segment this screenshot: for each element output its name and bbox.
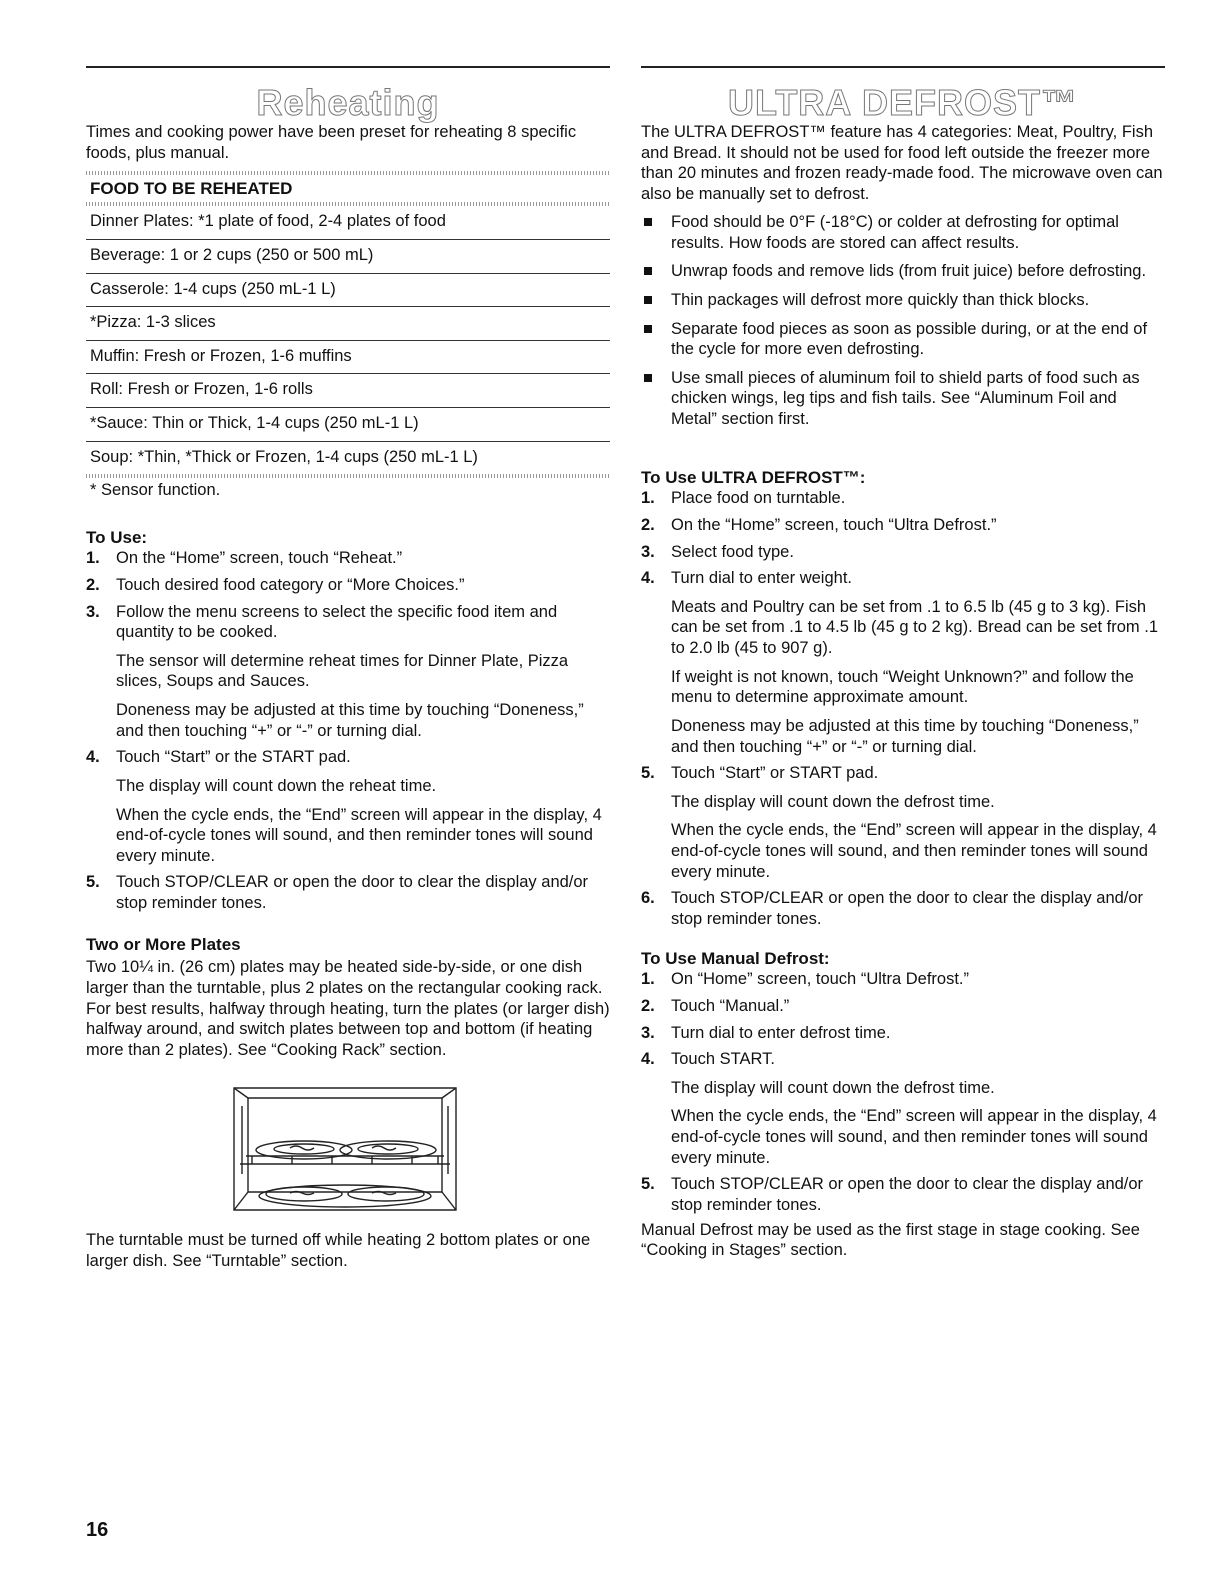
step-number: 6.	[641, 889, 655, 908]
tip-item: Separate food pieces as soon as possible during, or at the end of the cycle for more even defrosting.	[641, 319, 1165, 360]
table-row: Soup: *Thin, *Thick or Frozen, 1-4 cups (250 mL-1 L)	[90, 447, 478, 466]
step-text: Touch STOP/CLEAR or open the door to clear the display and/or stop reminder tones.	[671, 1175, 1144, 1214]
step-number: 1.	[641, 489, 655, 508]
left-top-rule	[86, 66, 610, 68]
step-text: Follow the menu screens to select the specific food item and quantity to be cooked.	[116, 602, 558, 642]
step-note: If weight is not known, touch “Weight Unknown?” and follow the menu to determine approximate amount.	[671, 667, 1134, 707]
step-note: Meats and Poultry can be set from .1 to 6.5 lb (45 g to 3 kg). Fish can be set from .1 to 4.5 lb (45 g to 2 kg). Bread can be set from .1 to 2.0 lb (45 to 907 g).	[671, 597, 1159, 657]
table-row: *Pizza: 1-3 slices	[86, 307, 610, 341]
table-row: *Sauce: Thin or Thick, 1-4 cups (250 mL-1 L)	[86, 408, 610, 442]
table-row: Roll: Fresh or Frozen, 1-6 rolls	[86, 374, 610, 408]
step-note: When the cycle ends, the “End” screen will appear in the display, 4 end-of-cycle tones will sound, and then reminder tones will sound every minute.	[116, 805, 602, 865]
step-item	[86, 602, 610, 742]
step-text: Touch “Manual.”	[671, 996, 790, 1015]
step-number: 4.	[641, 569, 655, 588]
step-text: Touch STOP/CLEAR or open the door to clear the display and/or stop reminder tones.	[116, 873, 589, 912]
step-item	[641, 1174, 1165, 1215]
step-text: On “Home” screen, touch “Ultra Defrost.”	[671, 970, 969, 989]
to-use-heading: To Use:	[86, 528, 148, 547]
step-text: Place food on turntable.	[671, 489, 846, 508]
step-text: Touch START.	[671, 1050, 775, 1069]
step-text: Touch “Start” or START pad.	[671, 764, 879, 783]
table-row: Beverage: 1 or 2 cups (250 or 500 mL)	[86, 240, 610, 274]
step-number: 2.	[641, 996, 655, 1015]
page-number: 16	[86, 1519, 109, 1541]
two-plates-heading: Two or More Plates	[86, 935, 241, 954]
step-text: Turn dial to enter weight.	[671, 569, 852, 588]
turntable-note: The turntable must be turned off while heating 2 bottom plates or one larger dish. See “Turntable” section.	[86, 1231, 591, 1270]
two-plates-section	[86, 934, 610, 1060]
reheat-food-table	[86, 171, 610, 503]
step-number: 3.	[641, 542, 655, 561]
step-note: The display will count down the defrost time.	[671, 1078, 995, 1097]
step-item	[86, 575, 610, 596]
step-note: When the cycle ends, the “End” screen will appear in the display, 4 end-of-cycle tones will sound, and then reminder tones will sound every minute.	[671, 821, 1157, 881]
step-item	[641, 542, 1165, 563]
step-item	[86, 872, 610, 913]
table-header: FOOD TO BE REHEATED	[90, 179, 293, 198]
to-use-manual-section	[641, 948, 1165, 1261]
step-item	[641, 1023, 1165, 1044]
step-text: Select food type.	[671, 542, 794, 561]
to-use-steps	[86, 548, 610, 913]
step-number: 3.	[641, 1023, 655, 1042]
step-note: Doneness may be adjusted at this time by touching “Doneness,” and then touching “+” or “-” or turning dial.	[116, 701, 584, 740]
to-use-ultra-steps	[641, 488, 1165, 929]
ultra-defrost-title: ULTRA DEFROST™	[728, 82, 1078, 123]
step-number: 4.	[86, 748, 100, 767]
step-item	[641, 763, 1165, 882]
step-item	[641, 996, 1165, 1017]
to-use-ultra-section	[641, 467, 1165, 936]
step-number: 1.	[641, 970, 655, 989]
step-item	[641, 515, 1165, 536]
step-number: 2.	[86, 575, 100, 594]
left-column	[86, 0, 610, 1573]
right-column	[641, 0, 1165, 1573]
step-item	[641, 568, 1165, 757]
tip-item: Food should be 0°F (-18°C) or colder at defrosting for optimal results. How foods are stored can affect results.	[641, 212, 1165, 253]
tip-item: Use small pieces of aluminum foil to shield parts of food such as chicken wings, leg tips and fish tails. See “Aluminum Foil and Metal” section first.	[641, 368, 1165, 430]
step-number: 5.	[641, 1175, 655, 1194]
step-text: Turn dial to enter defrost time.	[671, 1023, 891, 1042]
table-row: Dinner Plates: *1 plate of food, 2-4 plates of food	[86, 206, 610, 240]
step-text: On the “Home” screen, touch “Reheat.”	[116, 549, 403, 568]
reheating-title: Reheating	[256, 82, 440, 123]
reheat-to-use-section	[86, 527, 610, 920]
step-item	[641, 888, 1165, 929]
to-use-ultra-heading: To Use ULTRA DEFROST™:	[641, 468, 866, 487]
step-note: The sensor will determine reheat times for Dinner Plate, Pizza slices, Soups and Sauces.	[116, 651, 569, 691]
table-footnote: * Sensor function.	[90, 481, 221, 500]
to-use-manual-heading: To Use Manual Defrost:	[641, 949, 830, 968]
manual-defrost-footer: Manual Defrost may be used as the first stage in stage cooking. See “Cooking in Stages” section.	[641, 1220, 1140, 1260]
step-number: 1.	[86, 549, 100, 568]
cooking-rack-illustration	[232, 1086, 458, 1212]
two-plates-text: Two 10¼ in. (26 cm) plates may be heated side-by-side, or one dish larger than the turntable, plus 2 plates on the rectangular cooking rack. For best results, halfway through heating, turn the plates (or larger dish) halfway around, and switch plates between top and bottom (if heating more than 2 plates). See “Cooking Rack” section.	[86, 958, 610, 1059]
right-top-rule	[641, 66, 1165, 68]
ultra-defrost-intro: The ULTRA DEFROST™ feature has 4 categories: Meat, Poultry, Fish and Bread. It should not be used for food left outside the freezer more than 20 minutes and frozen ready-made food. The microwave oven can also be manually set to defrost.	[641, 123, 1163, 203]
tip-item: Thin packages will defrost more quickly than thick blocks.	[641, 290, 1165, 311]
step-number: 5.	[86, 873, 100, 892]
step-note: The display will count down the reheat time.	[116, 776, 437, 795]
table-row: Casserole: 1-4 cups (250 mL-1 L)	[86, 274, 610, 308]
step-number: 3.	[86, 602, 100, 621]
step-text: On the “Home” screen, touch “Ultra Defrost.”	[671, 515, 997, 534]
to-use-manual-steps	[641, 969, 1165, 1215]
reheating-intro: Times and cooking power have been preset for reheating 8 specific foods, plus manual.	[86, 123, 577, 162]
tip-item: Unwrap foods and remove lids (from fruit juice) before defrosting.	[641, 261, 1165, 282]
step-item	[86, 548, 610, 569]
step-item	[641, 969, 1165, 990]
step-item	[641, 488, 1165, 509]
step-item	[641, 1049, 1165, 1168]
step-number: 4.	[641, 1050, 655, 1069]
step-text: Touch STOP/CLEAR or open the door to clear the display and/or stop reminder tones.	[671, 889, 1144, 928]
step-number: 2.	[641, 515, 655, 534]
step-note: When the cycle ends, the “End” screen will appear in the display, 4 end-of-cycle tones will sound, and then reminder tones will sound every minute.	[671, 1107, 1157, 1167]
step-item	[86, 747, 610, 866]
defrost-tips-list	[641, 212, 1165, 438]
step-note: The display will count down the defrost time.	[671, 792, 995, 811]
step-text: Touch desired food category or “More Choices.”	[116, 575, 465, 594]
step-text: Touch “Start” or the START pad.	[116, 748, 351, 767]
step-number: 5.	[641, 764, 655, 783]
table-row: Muffin: Fresh or Frozen, 1-6 muffins	[86, 341, 610, 375]
step-note: Doneness may be adjusted at this time by touching “Doneness,” and then touching “+” or “-” or turning dial.	[671, 716, 1139, 756]
